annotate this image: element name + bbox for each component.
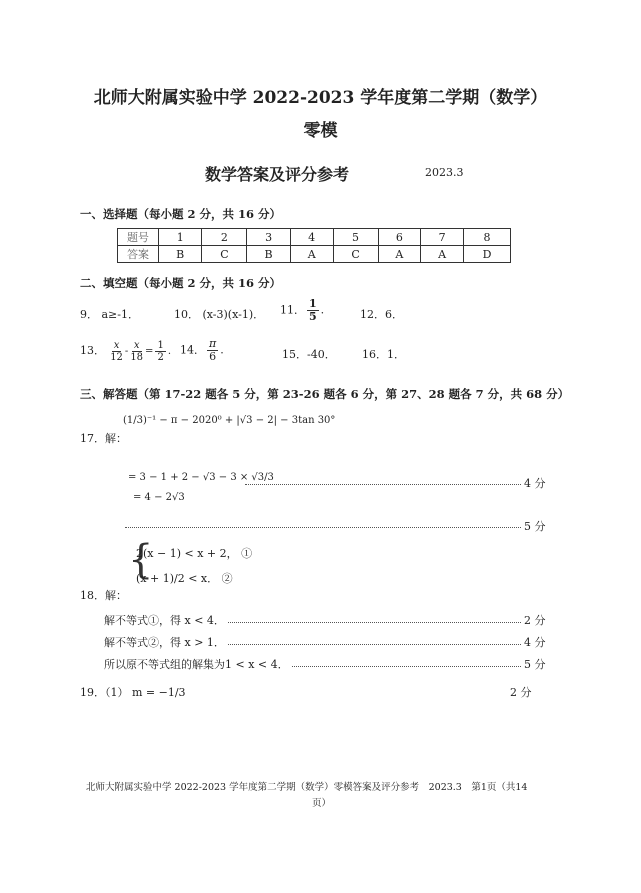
- dotted-leader: [245, 484, 521, 485]
- q17-expression: (1/3)⁻¹ − π − 2020⁰ + |√3 − 2| − 3tan 30°: [123, 415, 336, 426]
- q18-line3: 所以原不等式组的解集为1 < x < 4．: [104, 658, 289, 671]
- answer-q16: 16．1．: [362, 348, 405, 361]
- table-cell: B: [159, 246, 202, 263]
- table-cell: 7: [421, 229, 464, 246]
- answer-table: [117, 228, 511, 263]
- table-cell: 8: [464, 229, 511, 246]
- table-row-answers: [118, 246, 511, 263]
- answer-q9: 9． a≥-1．: [80, 308, 139, 321]
- denominator: 6: [209, 350, 217, 364]
- document-subtitle: 零模: [303, 121, 338, 141]
- table-cell: C: [202, 246, 247, 263]
- table-cell: 1: [159, 229, 202, 246]
- date: 2023.3: [425, 166, 464, 179]
- denominator: 2: [157, 352, 164, 363]
- numerator: x: [113, 340, 120, 351]
- q18-score3: 5 分: [524, 658, 546, 671]
- table-cell: 5: [333, 229, 378, 246]
- section-2-heading: 二、填空题（每小题 2 分，共 16 分）: [80, 276, 282, 290]
- answer-q13: 13． $\frac{x}{12}$ - $\frac{x}{18}$ = $\frac{1}{2}$ .: [80, 340, 171, 363]
- q11-label: 11．: [280, 303, 305, 317]
- q18-line2: 解不等式②，得 x > 1．: [104, 636, 225, 649]
- dotted-leader: [292, 666, 521, 667]
- numerator: x: [133, 340, 140, 351]
- answer-q10: 10． (x-3)(x-1)．: [174, 308, 265, 321]
- section-1-heading: 一、选择题（每小题 2 分，共 16 分）: [80, 207, 282, 221]
- table-cell: A: [421, 246, 464, 263]
- q18-score1: 2 分: [524, 614, 546, 627]
- q19-part1: 19．（1） m = −1/3: [80, 686, 186, 699]
- denominator: 18: [130, 352, 144, 363]
- answer-q15: 15．-40．: [282, 348, 336, 361]
- table-cell: 4: [290, 229, 333, 246]
- dotted-leader: [125, 527, 521, 528]
- answer-heading: 数学答案及评分参考: [205, 165, 350, 184]
- q19-score: 2 分: [510, 686, 532, 699]
- numerator: 1: [157, 340, 164, 351]
- table-cell: C: [333, 246, 378, 263]
- q17-step2: = 4 − 2√3: [133, 492, 185, 503]
- dotted-leader: [228, 622, 521, 623]
- table-cell: B: [247, 246, 290, 263]
- footer-line2: 页）: [312, 798, 332, 809]
- q17-step1: = 3 − 1 + 2 − √3 − 3 × √3/3: [128, 472, 274, 483]
- q14-label: 14．: [180, 343, 205, 357]
- q18-inequality-1: 2(x − 1) < x + 2， ①: [136, 547, 253, 560]
- q18-label: 18．解：: [80, 589, 127, 602]
- answer-q11: 11． $\frac{1}{5}$ .: [280, 297, 325, 324]
- table-cell: A: [290, 246, 333, 263]
- table-cell: 3: [247, 229, 290, 246]
- table-row-numbers: [118, 229, 511, 246]
- section-3-heading: 三、解答题（第 17-22 题各 5 分，第 23-26 题各 6 分，第 27、28 题各 7 分，共 68 分）: [80, 387, 570, 401]
- q18-score2: 4 分: [524, 636, 546, 649]
- numerator: 1: [309, 297, 317, 310]
- table-cell: 6: [378, 229, 421, 246]
- dotted-leader: [228, 644, 521, 645]
- denominator: 12: [110, 352, 123, 363]
- answer-q14: 14． $\frac{\pi}{6}$ .: [180, 337, 224, 364]
- q13-label: 13．: [80, 344, 105, 357]
- footer-line1: 北师大附属实验中学 2022-2023 学年度第二学期（数学）零模答案及评分参考 2023.3 第1页（共14: [86, 782, 528, 793]
- table-label: 题号: [118, 229, 159, 246]
- answer-q12: 12．6．: [360, 308, 403, 321]
- table-cell: 2: [202, 229, 247, 246]
- q17-label: 17．解：: [80, 432, 127, 445]
- q18-inequality-2: (x + 1)/2 < x． ②: [136, 572, 233, 585]
- q17-score2: 5 分: [524, 520, 546, 533]
- denominator: 5: [309, 310, 317, 324]
- brace: {: [128, 537, 154, 583]
- q18-line1: 解不等式①，得 x < 4．: [104, 614, 225, 627]
- table-cell: D: [464, 246, 511, 263]
- numerator: π: [209, 337, 217, 350]
- document-title: 北师大附属实验中学 2022-2023 学年度第二学期（数学）: [93, 88, 548, 108]
- table-cell: A: [378, 246, 421, 263]
- q17-score1: 4 分: [524, 477, 546, 490]
- table-label: 答案: [118, 246, 159, 263]
